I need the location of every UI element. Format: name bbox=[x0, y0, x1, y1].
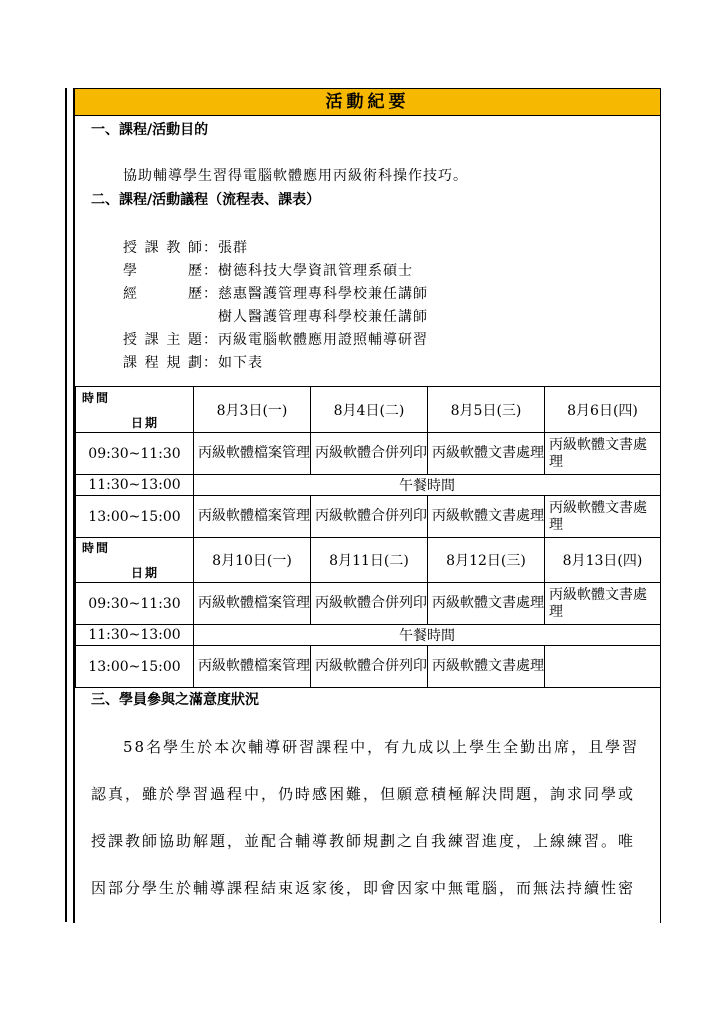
info-row: 學歷：樹德科技大學資訊管理系碩士 bbox=[123, 260, 413, 280]
page-title: 活動紀要 bbox=[75, 89, 660, 116]
course-cell: 丙級軟體合併列印 bbox=[311, 583, 428, 625]
section1-text: 協助輔導學生習得電腦軟體應用丙級術科操作技巧。 bbox=[123, 168, 468, 184]
info-label: 授課主題 bbox=[123, 332, 203, 348]
course-cell bbox=[545, 646, 661, 688]
schedule-table bbox=[75, 386, 661, 688]
info-label: 學歷 bbox=[123, 263, 203, 279]
course-cell: 丙級軟體文書處理 bbox=[428, 583, 545, 625]
info-row bbox=[123, 306, 428, 326]
document-frame bbox=[73, 88, 661, 923]
date-cell: 8月10日(一) bbox=[194, 538, 311, 583]
satisfaction-paragraph bbox=[91, 724, 651, 912]
table-row bbox=[76, 496, 661, 538]
info-row: 課程規劃：如下表 bbox=[123, 352, 263, 372]
course-cell: 丙級軟體文書處理 bbox=[428, 496, 545, 538]
date-cell: 8月13日(四) bbox=[545, 538, 661, 583]
info-value: 如下表 bbox=[218, 355, 263, 371]
course-cell: 丙級軟體檔案管理 bbox=[194, 583, 311, 625]
info-value: 慈惠醫護管理專科學校兼任講師 bbox=[218, 286, 428, 302]
time-cell: 11:30~13:00 bbox=[76, 475, 194, 496]
paragraph-line: 因部分學生於輔導課程結束返家後，即會因家中無電腦，而無法持續性密 bbox=[91, 879, 636, 897]
info-value: 樹人醫護管理專科學校兼任講師 bbox=[218, 309, 428, 325]
diagonal-header: 日期 時間 bbox=[76, 387, 194, 433]
time-cell: 13:00~15:00 bbox=[76, 646, 194, 688]
info-value: 丙級電腦軟體應用證照輔導研習 bbox=[218, 332, 428, 348]
paragraph-line: 授課教師協助解題，並配合輔導教師規劃之自我練習進度，上線練習。唯 bbox=[91, 832, 636, 850]
course-cell: 丙級軟體文書處理 bbox=[545, 433, 661, 475]
course-cell: 丙級軟體檔案管理 bbox=[194, 496, 311, 538]
paragraph-line: 58名學生於本次輔導研習課程中，有九成以上學生全勤出席，且學習 bbox=[123, 738, 640, 756]
info-label: 授課教師 bbox=[123, 240, 203, 256]
info-label: 經歷 bbox=[123, 286, 203, 302]
time-cell: 09:30~11:30 bbox=[76, 433, 194, 475]
course-cell: 丙級軟體合併列印 bbox=[311, 433, 428, 475]
time-cell: 09:30~11:30 bbox=[76, 583, 194, 625]
diagonal-header: 日期 時間 bbox=[76, 538, 194, 583]
info-row: 經歷：慈惠醫護管理專科學校兼任講師 bbox=[123, 283, 428, 303]
course-cell: 丙級軟體合併列印 bbox=[311, 496, 428, 538]
date-cell: 8月11日(二) bbox=[311, 538, 428, 583]
table-header-row bbox=[76, 538, 661, 583]
lunch-cell: 午餐時間 bbox=[194, 625, 661, 646]
table-row bbox=[76, 433, 661, 475]
course-cell: 丙級軟體文書處理 bbox=[428, 646, 545, 688]
info-row: 授課教師：張群 bbox=[123, 237, 248, 257]
date-cell: 8月5日(三) bbox=[428, 387, 545, 433]
info-value: 張群 bbox=[218, 240, 248, 256]
section2-heading: 二、課程/活動議程（流程表、課表） bbox=[91, 192, 321, 208]
table-row bbox=[76, 646, 661, 688]
date-cell: 8月12日(三) bbox=[428, 538, 545, 583]
table-row bbox=[76, 475, 661, 496]
lunch-cell: 午餐時間 bbox=[194, 475, 661, 496]
section1-heading: 一、課程/活動目的 bbox=[91, 122, 209, 138]
info-label: 課程規劃 bbox=[123, 355, 203, 371]
course-cell: 丙級軟體檔案管理 bbox=[194, 433, 311, 475]
table-row bbox=[76, 625, 661, 646]
date-cell: 8月4日(二) bbox=[311, 387, 428, 433]
section3-heading: 三、學員參與之滿意度狀況 bbox=[91, 692, 259, 708]
course-cell: 丙級軟體檔案管理 bbox=[194, 646, 311, 688]
course-cell: 丙級軟體文書處理 bbox=[428, 433, 545, 475]
course-cell: 丙級軟體文書處理 bbox=[545, 496, 661, 538]
time-cell: 11:30~13:00 bbox=[76, 625, 194, 646]
table-row bbox=[76, 583, 661, 625]
paragraph-line: 認真，雖於學習過程中，仍時感困難，但願意積極解決問題，詢求同學或 bbox=[91, 785, 636, 803]
date-cell: 8月3日(一) bbox=[194, 387, 311, 433]
time-cell: 13:00~15:00 bbox=[76, 496, 194, 538]
date-cell: 8月6日(四) bbox=[545, 387, 661, 433]
course-cell: 丙級軟體合併列印 bbox=[311, 646, 428, 688]
table-header-row bbox=[76, 387, 661, 433]
info-value: 樹德科技大學資訊管理系碩士 bbox=[218, 263, 413, 279]
outer-rule bbox=[65, 88, 67, 922]
course-cell: 丙級軟體文書處理 bbox=[545, 583, 661, 625]
info-row: 授課主題：丙級電腦軟體應用證照輔導研習 bbox=[123, 329, 428, 349]
